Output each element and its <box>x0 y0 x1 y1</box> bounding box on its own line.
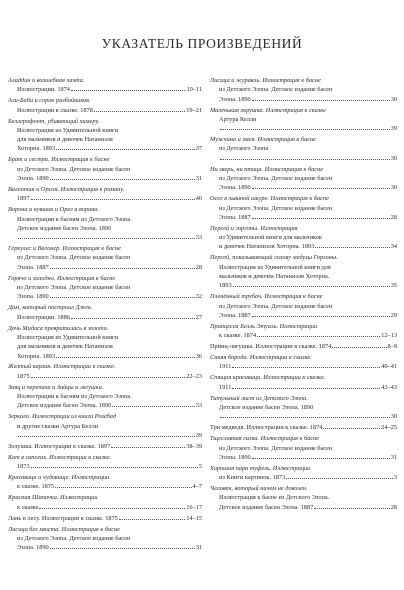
dot-leader <box>119 519 185 520</box>
entry-title-line: Ни зверь, ни птица. Иллюстрация к басне <box>210 165 324 173</box>
entry-text-line: из Детского Эзопа. Детское издание басен <box>17 254 131 262</box>
entry-title-line: Лисица без хвоста. Иллюстрация к басне <box>8 525 120 533</box>
index-entry <box>8 525 202 553</box>
entry-text-line: Детское издание басен Эзопа. 1887 <box>219 503 314 511</box>
dot-leader <box>323 428 380 429</box>
entry-page-row <box>8 263 202 272</box>
entry-text-line: Эзопа. 1887 <box>219 213 251 221</box>
entry-page-row <box>8 352 202 361</box>
page-number: 27 <box>195 313 202 321</box>
entry-page-row <box>8 372 202 381</box>
entry-text-line: из Детского Эзопа. Детское издание басен <box>219 302 333 310</box>
entry-text-line: Эзопа. 1890 <box>17 293 49 301</box>
entry-title-line: Персей и горгоны. Иллюстрация <box>210 224 298 232</box>
entry-text-line: Принц-лягушка. Иллюстрации к сказке. 1874 <box>210 343 332 351</box>
entry-text-line: Артура Келли <box>219 115 257 123</box>
entry-text-line: Иллюстрации. 1874 <box>17 86 70 94</box>
page-number: 36 <box>195 352 202 360</box>
entry-page-row <box>8 144 202 153</box>
page-number: 33 <box>195 234 202 242</box>
entry-page-row <box>210 342 397 351</box>
page-number: 16–17 <box>186 503 202 511</box>
entry-title-line: Али-Баба и сорок разбойников. <box>8 97 91 105</box>
entry-title-line: Маленькая зорушка. Иллюстрация к сказке <box>210 106 326 114</box>
page-number: 35 <box>390 282 397 290</box>
entry-text-line: Детское издание басен Эзопа. 1890 <box>17 224 112 232</box>
entry-text-line: Лань в лесу. Иллюстрации к сказке. 1875 <box>8 514 118 522</box>
entry-page-row <box>8 401 202 410</box>
entry-page-row <box>210 213 397 222</box>
dot-leader <box>257 336 380 337</box>
entry-text-line: из Детского Эзопа <box>219 145 269 153</box>
entry-page-row <box>8 85 202 94</box>
dot-leader <box>232 367 380 368</box>
page-number: 37 <box>195 145 202 153</box>
index-entry <box>8 362 202 381</box>
entry-text-line: для мальчиков и девочек Натаниэля <box>17 343 113 351</box>
entry-page-row <box>8 233 202 242</box>
entry-text-line: к сказке. 1875 <box>17 483 55 491</box>
page-number: 28 <box>195 263 202 271</box>
index-entry <box>210 394 397 422</box>
page-number: 32 <box>195 293 202 301</box>
page-number: 33 <box>195 402 202 410</box>
entry-text-line: 1893 <box>219 282 232 290</box>
dot-leader <box>39 508 185 509</box>
entry-page-row <box>210 281 397 290</box>
index-entry <box>210 165 397 193</box>
entry-text-line: Эзопа. 1890 <box>17 544 49 552</box>
entry-title-line: Красавица и чудовище. Иллюстрации <box>8 474 110 482</box>
page-number: 8–9 <box>387 343 397 351</box>
entry-title-line: Дам, который построил Джек. <box>8 304 93 312</box>
dot-leader <box>71 90 186 91</box>
entry-text-line: 1873 <box>17 463 30 471</box>
dot-leader <box>252 316 390 317</box>
index-entry <box>8 185 202 204</box>
entry-text-line: Три медведя. Иллюстрации к сказке. 1874 <box>210 424 323 432</box>
entry-page-row <box>210 423 397 432</box>
page-number: 30 <box>390 413 397 421</box>
dot-leader <box>55 487 191 488</box>
entry-text-line: Детское издание басен Эзопа. 1890 <box>17 402 112 410</box>
entry-title-line: Ворона и кувшин и Орел и ворона. <box>8 206 99 214</box>
page-number: 31 <box>195 175 202 183</box>
entry-title-line: Пленённый трубач. Иллюстрация к басне <box>210 293 323 301</box>
entry-title-line: Спящая красавица. Иллюстрации к сказке. <box>210 374 326 382</box>
index-entry <box>8 96 202 115</box>
entry-text-line: из Книги картинок. 1873 <box>219 474 286 482</box>
entry-page-row <box>8 194 202 203</box>
entry-text-line: из Детского Эзопа. Детское издание басен <box>219 444 333 452</box>
entry-title-line: Зеркало. Иллюстрации из книги Розебад <box>8 413 117 421</box>
entry-page-row <box>210 311 397 320</box>
entry-text-line: Эзопа. 1890 <box>219 184 251 192</box>
entry-page-row <box>210 362 397 371</box>
entry-text-line: из Детского Эзопа. Детское издание басен <box>17 165 131 173</box>
page-number: 30 <box>390 184 397 192</box>
entry-page-row <box>8 442 202 451</box>
entry-text-line: из Детского Эзопа. Детское издание басен <box>219 204 333 212</box>
page-title: УКАЗАТЕЛЬ ПРОИЗВЕДЕНИЙ <box>101 36 303 51</box>
page-number: 19–21 <box>186 106 202 114</box>
entry-page-row <box>8 543 202 552</box>
dot-leader <box>111 447 185 448</box>
dot-leader <box>252 100 390 101</box>
dot-leader <box>56 149 195 150</box>
entry-text-line: Иллюстрация из Удивительной книги для <box>219 263 331 271</box>
page-number: 46 <box>195 195 202 203</box>
dot-leader <box>112 406 194 407</box>
index-entry <box>8 117 202 154</box>
index-entry <box>210 194 397 222</box>
index-entry <box>8 76 202 95</box>
dot-leader <box>220 159 390 160</box>
page-number: 31 <box>195 544 202 552</box>
entry-page-row <box>210 473 397 482</box>
dot-leader <box>332 347 386 348</box>
page-number: 31 <box>390 453 397 461</box>
index-entry <box>8 412 202 440</box>
entry-text-line: Эзопа. 1887 <box>219 311 251 319</box>
index-entry <box>210 292 397 320</box>
entry-text-line: Иллюстрации к басням из Детского Эзопа. <box>17 393 132 401</box>
entry-page-row <box>8 462 202 471</box>
page-number: 12–13 <box>381 332 397 340</box>
dot-leader <box>56 357 195 358</box>
dot-leader <box>50 179 195 180</box>
entry-title-line: Осел в львиной шкуре. Иллюстрация к басне <box>210 195 329 203</box>
index-entry <box>210 342 397 351</box>
entry-page-row <box>210 412 397 421</box>
dot-leader <box>18 436 195 437</box>
page-number: 30 <box>390 95 397 103</box>
dot-leader <box>232 388 380 389</box>
page-number: 38–39 <box>186 442 202 450</box>
entry-text-line: из Детского Эзопа. Детское издание басен <box>17 284 131 292</box>
entry-title-line: Синяя борода. Иллюстрации к сказке. <box>210 354 312 362</box>
index-entry <box>210 322 397 341</box>
entry-title-line: Человек, который ничем не доволен. <box>210 485 308 493</box>
index-entry <box>8 274 202 302</box>
entry-text-line: из Детского Эзопа. Детское издание басен <box>219 86 333 94</box>
entry-text-line: Эзопа. 1890 <box>219 453 251 461</box>
index-entry <box>210 224 397 252</box>
entry-page-row <box>8 292 202 301</box>
dot-leader <box>18 238 195 239</box>
entry-text-line: из Удивительной книги для мальчиков <box>219 234 322 242</box>
entry-page-row <box>210 453 397 462</box>
entry-title-line: Красная Шапочка. Иллюстрации <box>8 494 98 502</box>
page-number: 28 <box>390 213 397 221</box>
entry-title-line: Горячо и холодно. Иллюстрация к басне <box>8 274 116 282</box>
page-number: 34 <box>390 243 397 251</box>
entry-title-line: Персей, показывающий голову медузы Горгоны. <box>210 254 338 262</box>
index-entry <box>210 423 397 432</box>
entry-page-row <box>210 95 397 104</box>
entry-page-row <box>8 482 202 491</box>
entry-text-line: Детское издание басен Эзопа. 1890 <box>219 404 314 412</box>
entry-page-row <box>8 503 202 512</box>
index-entry <box>8 442 202 451</box>
entry-text-line: Иллюстрации. 1886 <box>17 313 70 321</box>
entry-title-line: Принцесса Белль Этуаль. Иллюстрации <box>210 322 318 330</box>
dot-leader <box>233 286 390 287</box>
entry-page-row <box>210 124 397 133</box>
entry-text-line: Иллюстрации к басням из Детского Эзопа. <box>17 215 132 223</box>
entry-text-line: Иллюстрация к басне из Детского Эзопа. <box>219 494 330 502</box>
entry-title-line: Брат и сестра. Иллюстрация к басне <box>8 156 110 164</box>
entry-page-row <box>8 514 202 523</box>
entry-page-row <box>210 503 397 512</box>
entry-text-line: Эзопа. 1890 <box>17 175 49 183</box>
entry-text-line: Хоторна. 1893 <box>17 145 56 153</box>
entry-text-line: и девочек Натаниэля Хоторна. 1893 <box>219 243 315 251</box>
entry-text-line: 1897 <box>17 195 30 203</box>
dot-leader <box>31 467 198 468</box>
entry-page-row <box>8 313 202 322</box>
entry-title-line: Кот в сапогах. Иллюстрации к сказке. <box>8 453 112 461</box>
entry-text-line: Иллюстрация из Удивительной книги <box>17 333 119 341</box>
index-entry <box>8 473 202 492</box>
entry-title-line: Желтый карлик. Иллюстрации к сказке. <box>8 363 116 371</box>
entry-text-line: из Детского Эзопа. Детское издание басен <box>219 175 333 183</box>
index-entry <box>210 76 397 104</box>
index-entry <box>8 493 202 512</box>
dot-leader <box>286 478 393 479</box>
entry-page-row <box>8 431 202 440</box>
index-entry <box>8 205 202 242</box>
index-entry <box>8 155 202 183</box>
index-entry <box>8 303 202 322</box>
entry-page-row <box>210 383 397 392</box>
dot-leader <box>71 318 195 319</box>
index-entry <box>210 434 397 462</box>
page-number: 4–7 <box>192 483 202 491</box>
page-number: 42–43 <box>381 383 397 391</box>
entry-text-line: 1875 <box>17 372 30 380</box>
entry-title-line: Тщеславная галка. Иллюстрация к басне <box>210 435 320 443</box>
entry-text-line: Иллюстрации к сказке. 1878 <box>17 106 93 114</box>
page-number: 10–11 <box>186 86 202 94</box>
index-column-right <box>210 76 397 514</box>
dot-leader <box>252 458 390 459</box>
entry-title-line: Беллерофонт, убивающий химеру. <box>8 117 100 125</box>
entry-text-line: 1911 <box>219 383 232 391</box>
entry-title-line: Заяц и черепаха и Зайцы и лягушки. <box>8 383 104 391</box>
index-entry <box>8 324 202 361</box>
entry-text-line: Хоторна. 1893 <box>17 352 56 360</box>
entry-page-row <box>210 183 397 192</box>
page-number: 39 <box>390 125 397 133</box>
dot-leader <box>220 417 390 418</box>
page-number: 39 <box>195 431 202 439</box>
index-entry <box>8 383 202 411</box>
entry-page-row <box>210 154 397 163</box>
dot-leader <box>50 297 195 298</box>
index-entry <box>8 453 202 472</box>
entry-text-line: и другие сказки Артура Келли <box>17 422 99 430</box>
entry-text-line: Иллюстрация из Удивительной книги <box>17 126 119 134</box>
dot-leader <box>314 508 389 509</box>
entry-page-row <box>210 242 397 251</box>
page-number: 30 <box>390 154 397 162</box>
index-entry <box>210 135 397 163</box>
page-number: 5 <box>198 463 202 471</box>
page-number: 3 <box>393 474 397 482</box>
page-number: 28 <box>390 503 397 511</box>
entry-title-line: Титульный лист из Детского Эзопа. <box>210 394 308 402</box>
page-number: 40–41 <box>381 363 397 371</box>
entry-title-line: Геркулес и Вагонер. Иллюстрация к басне <box>8 245 121 253</box>
index-entry <box>210 253 397 290</box>
index-column-left <box>8 76 202 554</box>
page-number: 22–23 <box>186 372 202 380</box>
entry-text-line: мальчиков и девочек Натаниэля Хоторна. <box>219 273 330 281</box>
entry-title-line: Лисица и журавль. Иллюстрация к басне <box>210 77 321 84</box>
entry-text-line: для мальчиков и девочек Натаниэля <box>17 136 113 144</box>
index-entry <box>210 484 397 512</box>
entry-title-line: Аладдин и волшебная лампа. <box>8 77 85 84</box>
dot-leader <box>252 188 390 189</box>
index-entry <box>8 244 202 272</box>
dot-leader <box>50 268 195 269</box>
dot-leader <box>220 129 390 130</box>
index-entry <box>210 464 397 483</box>
index-entry <box>210 106 397 134</box>
entry-title-line: Мужчина и змея. Иллюстрация к басне <box>210 136 316 144</box>
dot-leader <box>31 199 195 200</box>
index-entry <box>8 514 202 523</box>
index-entry <box>210 353 397 372</box>
entry-page-row <box>210 331 397 340</box>
page-number: 24–25 <box>381 424 397 432</box>
page-number: 14–15 <box>186 514 202 522</box>
entry-text-line: Эзопа. 1887 <box>17 263 49 271</box>
entry-text-line: Золушка. Иллюстрации к сказке. 1897 <box>8 442 111 450</box>
dot-leader <box>31 377 186 378</box>
dot-leader <box>252 218 390 219</box>
entry-text-line: Эзопа. 1890 <box>219 95 251 103</box>
entry-page-row <box>8 106 202 115</box>
entry-title-line: Валентин и Орсон. Иллюстрация к роману. <box>8 186 125 194</box>
entry-text-line: из Детского Эзопа. Детское издание басен <box>17 535 131 543</box>
entry-text-line: к сказке. 1874 <box>219 332 257 340</box>
entry-text-line: 1911 <box>219 363 232 371</box>
dot-leader <box>315 247 389 248</box>
entry-text-line: к сказке <box>17 503 39 511</box>
entry-title-line: Хорошая пара туфель. Иллюстрации <box>210 464 311 472</box>
entry-page-row <box>8 174 202 183</box>
page-number: 29 <box>390 311 397 319</box>
entry-title-line: Дочь Мидаса превратилась в золото. <box>8 324 109 332</box>
dot-leader <box>50 548 195 549</box>
index-entry <box>210 373 397 392</box>
dot-leader <box>94 111 185 112</box>
